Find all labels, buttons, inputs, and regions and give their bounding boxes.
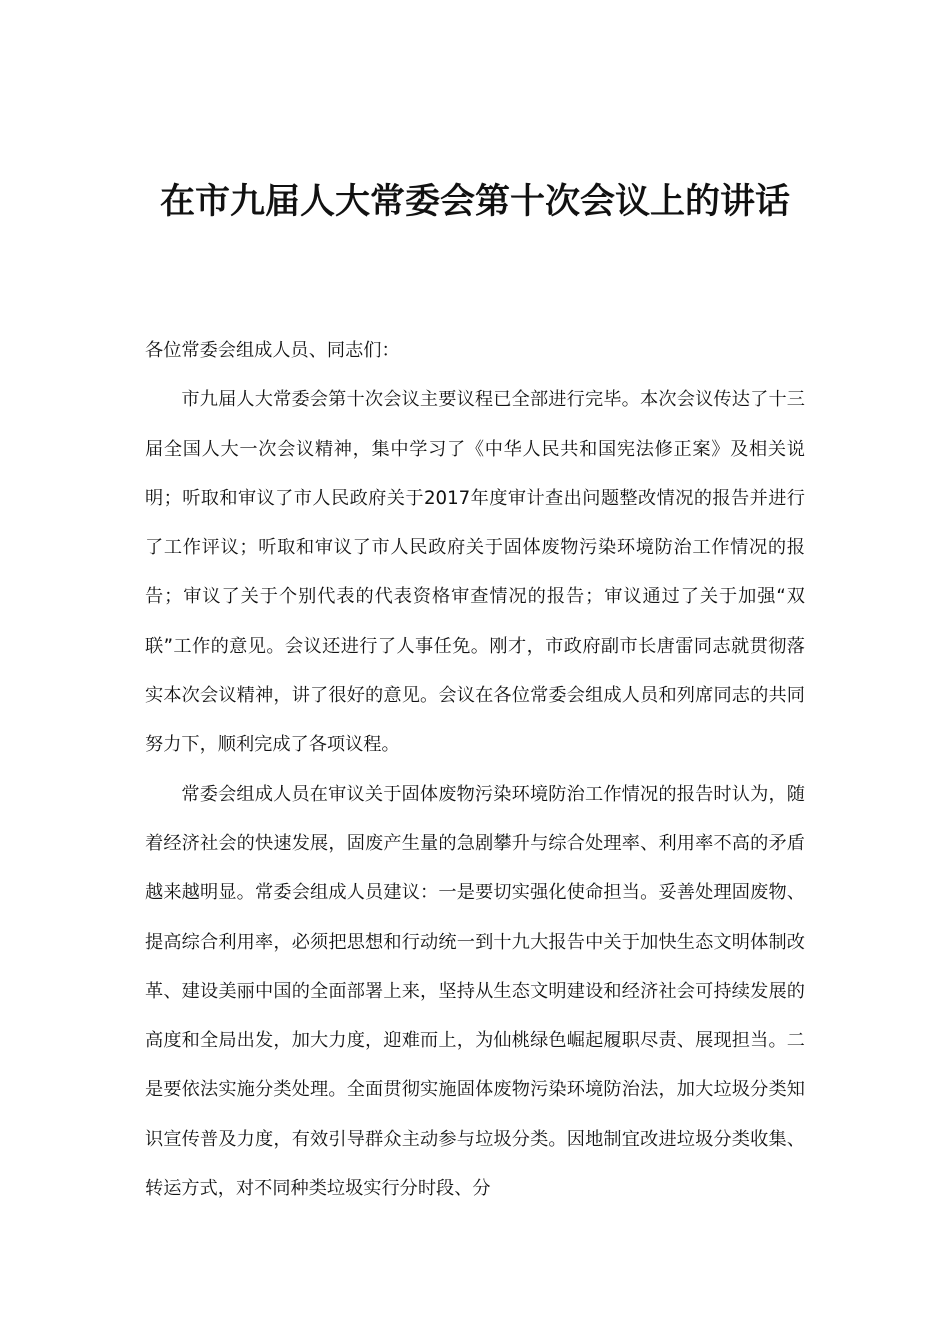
document-title: 在市九届人大常委会第十次会议上的讲话 bbox=[159, 181, 790, 222]
salutation: 各位常委会组成人员、同志们： bbox=[145, 340, 400, 361]
document-body bbox=[145, 326, 805, 1213]
paragraph-1: 市九届人大常委会第十次会议主要议程已全部进行完毕。本次会议传达了十三届全国人大一次会议精神，集中学习了《中华人民共和国宪法修正案》及相关说明；听取和审议了市人民政府关于2017年度审计查出问题整改情况的报告并进行了工作评议；听取和审议了市人民政府关于固体废物污染环境防治工作情况的报告；审议了关于个别代表的代表资格审查情况的报告；审议通过了关于加强“双联”工作的意见。会议还进行了人事任免。刚才，市政府副市长唐雷同志就贯彻落实本次会议精神，讲了很好的意见。会议在各位常委会组成人员和列席同志的共同努力下，顺利完成了各项议程。 bbox=[145, 389, 805, 756]
paragraph-2: 常委会组成人员在审议关于固体废物污染环境防治工作情况的报告时认为，随着经济社会的快速发展，固废产生量的急剧攀升与综合处理率、利用率不高的矛盾越来越明显。常委会组成人员建议：一是要切实强化使命担当。妥善处理固废物、提高综合利用率，必须把思想和行动统一到十九大报告中关于加快生态文明体制改革、建设美丽中国的全面部署上来，坚持从生态文明建设和经济社会可持续发展的高度和全局出发，加大力度，迎难而上，为仙桃绿色崛起履职尽责、展现担当。二是要依法实施分类处理。全面贯彻实施固体废物污染环境防治法，加大垃圾分类知识宣传普及力度，有效引导群众主动参与垃圾分类。因地制宜改进垃圾分类收集、转运方式，对不同种类垃圾实行分时段、分 bbox=[145, 783, 805, 1200]
